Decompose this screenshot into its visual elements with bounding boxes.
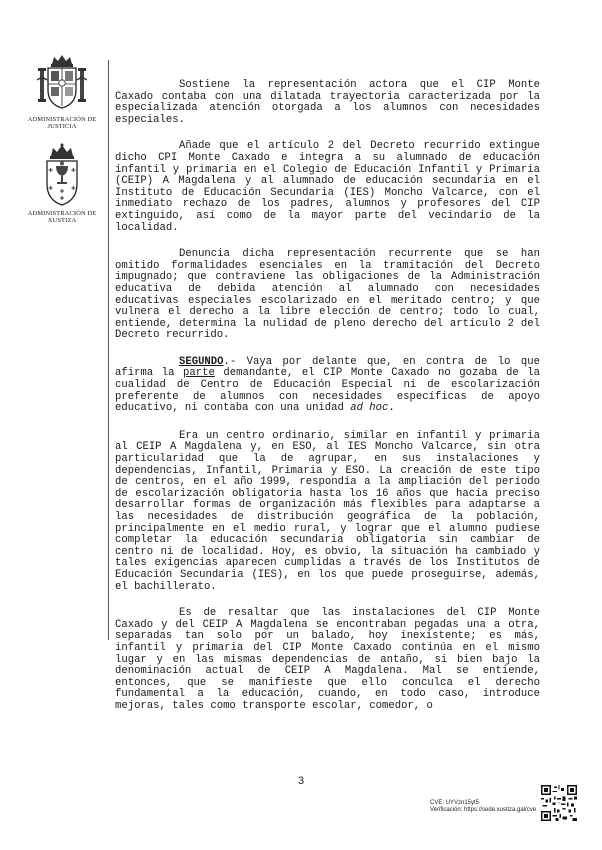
- cve-code: CVE: UYVzn15yt5: [430, 800, 480, 806]
- galicia-seal-caption: ADMINISTRACIÓN DE XUSTIZA: [27, 210, 97, 224]
- document-body: [115, 80, 540, 728]
- margin-divider: [108, 60, 109, 640]
- page-number: 3: [297, 775, 305, 787]
- spain-crest-icon: [37, 52, 87, 114]
- paragraph-5: Era un centro ordinario, similar en infantil y primaria al CEIP A Magdalena y, en ESO, al IES Moncho Valcarce, sin otra particularidad que la de agrupar, en sus instalaciones y dependencias, Infantil, Primaria y ESO. La creación de este tipo de centros, en el año 1999, respondía a la ampliación del período de escolarización obligatoria hasta los 16 años que hacía preciso desarrollar formas de organización más flexibles para adaptarse a las necesidades de distribución geográfica de la población, principalmente en el medio rural, y lograr que el alumno pudiese completar la educación secundaria obligatoria sin cambiar de centro ni de localidad. Hoy, es obvio, la situación ha cambiado y tales exigencias aparecen cumplidas a través de los Institutos de Educación Secundaria (IES), en los que puede proseguirse, además, el bachillerato.: [115, 429, 540, 593]
- paragraph-4: [115, 357, 540, 415]
- verification-block: [430, 800, 540, 814]
- section-heading-segundo: SEGUNDO: [179, 355, 224, 368]
- paragraph-2: Añade que el artículo 2 del Decreto recurrido extingue dicho CPI Monte Caxado e integra a su alumnado de educación infantil y primaria en el Colegio de Educación Infantil y Primaria (CEIP) A Magdalena y al alumnado de educación secundaria en el Instituto de Educación Secundaria (IES) Moncho Valcarce, con el inmediato rechazo de los padres, alumnos y profesores del CIP extinguido, así como de la mayor parte del vecindario de la localidad.: [115, 140, 540, 234]
- paragraph-4-part-a: .- Vaya por delante que, en contra de lo que afirma la: [115, 355, 540, 380]
- qr-code-icon: [541, 785, 577, 821]
- galicia-crest-icon: [42, 142, 82, 208]
- spain-coat-of-arms: [22, 52, 102, 130]
- paragraph-1: Sostiene la representación actora que el CIP Monte Caxado contaba con una dilatada trayectoria caracterizada por la especializada atención otorgada a los alumnos con necesidades especiales.: [115, 79, 540, 126]
- verification-url[interactable]: Verificación: https://sede.xustiza.gal/cve: [430, 807, 537, 813]
- paragraph-6: Es de resaltar que las instalaciones del CIP Monte Caxado y del CEIP A Magdalena se encontraban pegadas una a otra, separadas tan solo por un balado, hoy inexistente; es más, infantil y primaria del CIP Monte Caxado continúa en el mismo lugar y en las mismas dependencias de antaño, si bien bajo la denominación actual de CEIP A Magdalena. Mal se entiende, entonces, que se manifieste que ello conculca el derecho fundamental a la educación, cuando, en todo caso, introduce mejoras, tales como transporte escolar, comedor, o: [115, 607, 540, 712]
- paragraph-4-underlined: parte: [183, 367, 215, 380]
- paragraph-3: Denuncia dicha representación recurrente que se han omitido formalidades esenciales en la tramitación del Decreto impugnado; que contraviene las obligaciones de la Administración educativa de debida atención al alumnado con necesidades educativas especiales escolarizado en el meritado centro; y que vulnera el derecho a la libre elección de centro; todo lo cual, entiende, determina la nulidad de pleno derecho del artículo 2 del Decreto recurrido.: [115, 248, 540, 342]
- paragraph-4-italic: ad hoc: [350, 402, 389, 415]
- paragraph-4-end: .: [388, 402, 395, 415]
- spain-seal-caption: ADMINISTRACIÓN DE JUSTICIA: [27, 116, 97, 130]
- galicia-coat-of-arms: [22, 142, 102, 224]
- paragraph-4-part-b: demandante, el CIP Monte Caxado no gozaba de la cualidad de Centro de Educación Especial ni de escolarización preferente de alumnos con necesidades específicas de apoyo educativo, ni contaba con una unidad: [115, 367, 540, 415]
